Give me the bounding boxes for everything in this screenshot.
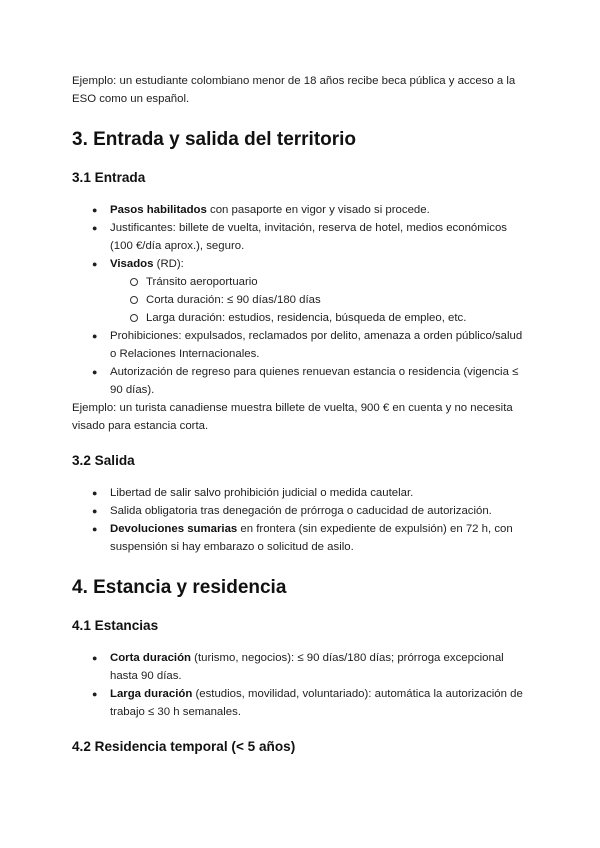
bullet-icon: ● [92,259,98,269]
list-item [92,484,528,502]
list-item-text: Prohibiciones: expulsados, reclamados por delito, amenaza a orden público/salud o Relaciones Internacionales. [110,330,523,360]
list-item-text: Autorización de regreso para quienes renuevan estancia o residencia (vigencia ≤ 90 días). [110,366,519,396]
sub-list-item-text: Corta duración: ≤ 90 días/180 días [146,294,321,306]
list-item-text: Libertad de salir salvo prohibición judicial o medida cautelar. [110,487,414,499]
sub-list-item [146,273,528,291]
hollow-bullet-icon [130,278,138,286]
bullet-icon: ● [92,367,98,377]
sub-list-item-text: Tránsito aeroportuario [146,276,258,288]
list-item [92,201,528,219]
list-item-text: (turismo, negocios): ≤ 90 días/180 días; prórroga excepcional hasta 90 días. [110,652,504,682]
list-item-text: Salida obligatoria tras denegación de prórroga o caducidad de autorización. [110,505,492,517]
list-item [92,502,528,520]
sub-list-item [146,309,528,327]
section-4-2-heading: 4.2 Residencia temporal (< 5 años) [72,739,296,754]
bullet-icon: ● [92,331,98,341]
bullet-icon: ● [92,506,98,516]
list-item-bold: Larga duración [110,688,193,700]
list-item-text: con pasaporte en vigor y visado si procede. [206,204,430,216]
list-item [92,363,528,399]
list-item [92,327,528,363]
list-item-bold: Pasos habilitados [110,204,207,216]
section-4-heading: 4. Estancia y residencia [72,577,287,598]
sub-list-item [146,291,528,309]
list-item [92,649,528,685]
bullet-icon: ● [92,524,98,534]
sub-list-item-text: Larga duración: estudios, residencia, búsqueda de empleo, etc. [146,312,467,324]
intro-example-paragraph: Ejemplo: un estudiante colombiano menor de 18 años recibe beca pública y acceso a la ESO como un español. [72,75,516,105]
list-item-text: en frontera (sin expediente de expulsión) en 72 h, con suspensión si hay embarazo o solicitud de asilo. [110,523,513,553]
bullet-icon: ● [92,488,98,498]
section-3-2-heading: 3.2 Salida [72,453,135,468]
list-item-bold: Devoluciones sumarias [110,523,238,535]
list-item-text: (estudios, movilidad, voluntariado): automática la autorización de trabajo ≤ 30 h semanales. [110,688,523,718]
bullet-icon: ● [92,653,98,663]
list-item [92,520,528,556]
list-item [92,219,528,255]
bullet-icon: ● [92,205,98,215]
section-3-1-heading: 3.1 Entrada [72,170,146,185]
entrada-example-paragraph: Ejemplo: un turista canadiense muestra billete de vuelta, 900 € en cuenta y no necesita visado para estancia corta. [72,402,513,432]
visados-sublist [110,273,528,327]
list-item-bold: Corta duración [110,652,192,664]
hollow-bullet-icon [130,296,138,304]
salida-list [72,484,528,556]
entrada-list [72,201,528,399]
list-item-text: (RD): [153,258,184,270]
section-3-heading: 3. Entrada y salida del territorio [72,129,357,150]
bullet-icon: ● [92,223,98,233]
list-item-bold: Visados [110,258,154,270]
list-item [92,685,528,721]
list-item [92,255,528,327]
estancias-list [72,649,528,721]
section-4-1-heading: 4.1 Estancias [72,618,159,633]
hollow-bullet-icon [130,314,138,322]
bullet-icon: ● [92,689,98,699]
list-item-text: Justificantes: billete de vuelta, invitación, reserva de hotel, medios económicos (100 €/día aprox.), seguro. [110,222,507,252]
